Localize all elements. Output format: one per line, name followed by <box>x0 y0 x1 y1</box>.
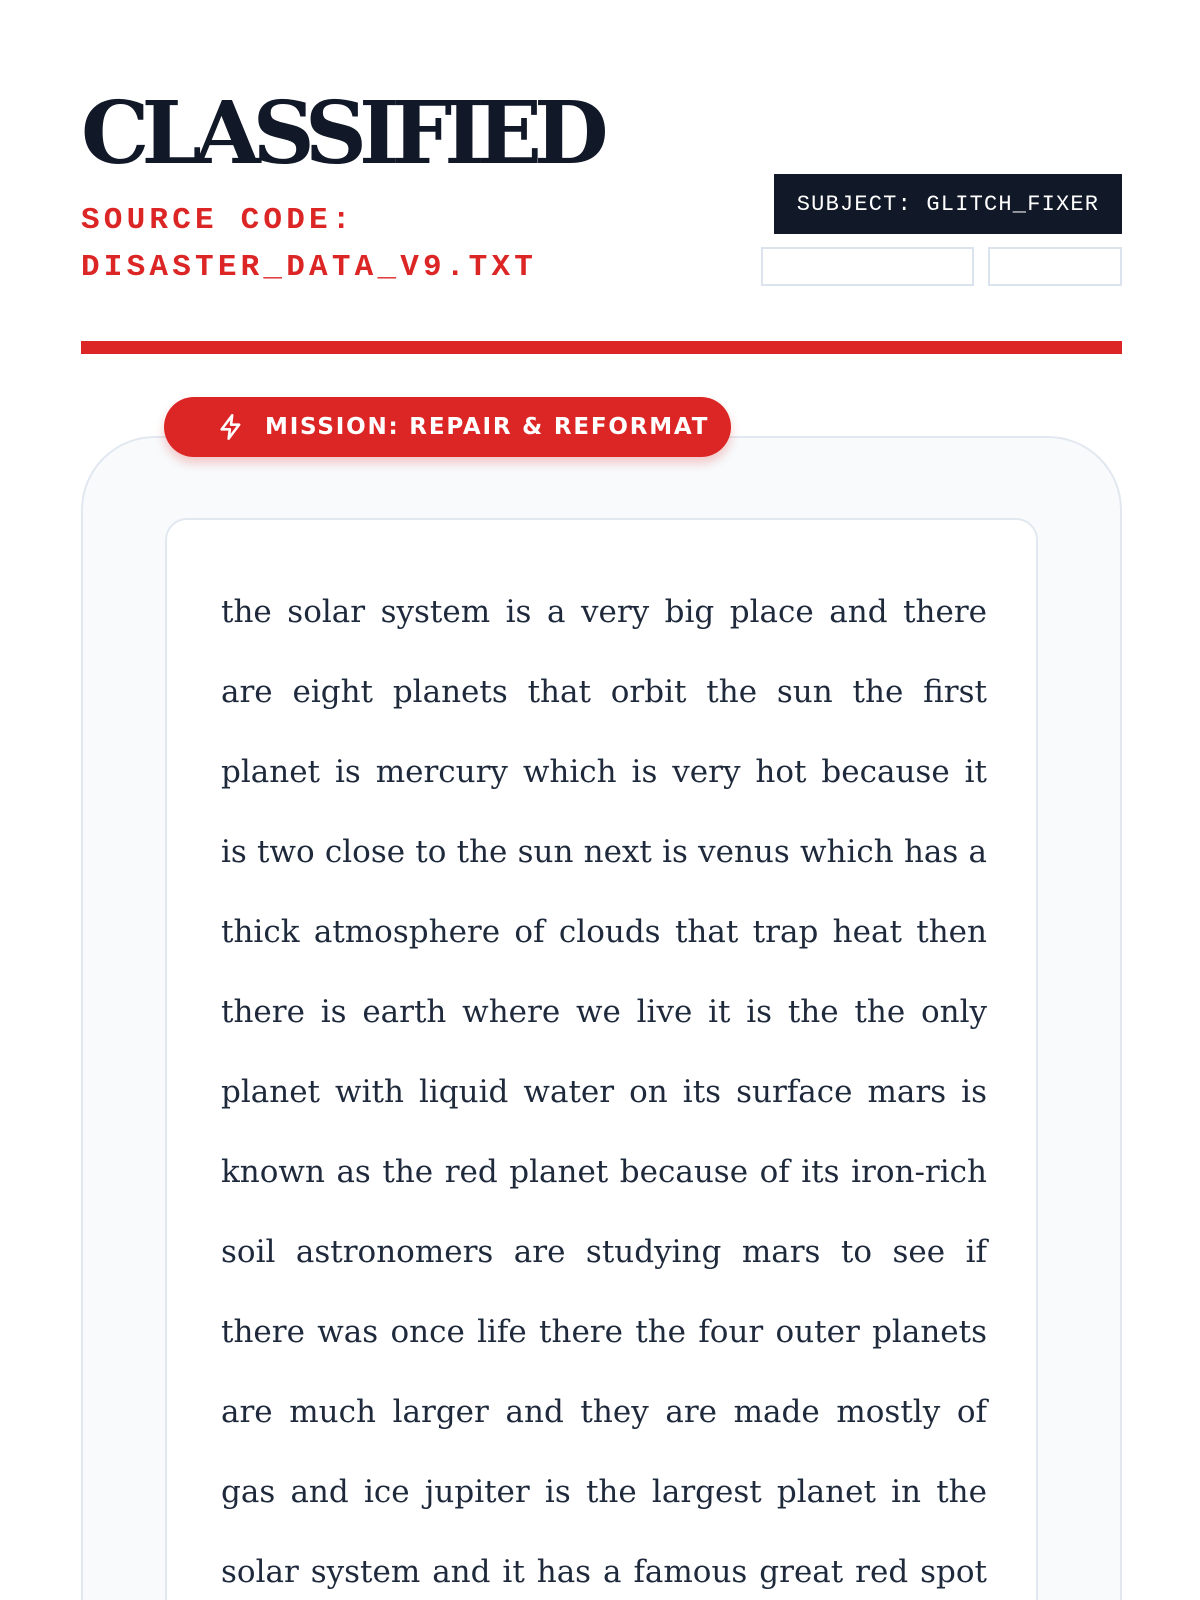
classified-header <box>81 84 1122 294</box>
document-card <box>165 518 1038 1600</box>
document-line: planet with liquid water on its surface mars is <box>221 1074 987 1110</box>
document-line: known as the red planet because of its iron-rich <box>221 1154 987 1190</box>
subject-badge: SUBJECT: GLITCH_FIXER <box>774 174 1122 234</box>
document-line: there was once life there the four outer planets <box>221 1314 987 1350</box>
document-line: are eight planets that orbit the sun the first <box>221 674 987 710</box>
document-text <box>221 572 987 1600</box>
page-title: CLASSIFIED <box>81 83 601 184</box>
document-line: are much larger and they are made mostly of <box>221 1394 987 1430</box>
document-line: soil astronomers are studying mars to see if <box>221 1234 987 1270</box>
document-line: planet is mercury which is very hot because it <box>221 754 987 790</box>
document-line: the solar system is a very big place and there <box>221 594 987 630</box>
source-code-label: SOURCE CODE: DISASTER_DATA_V9.TXT <box>81 203 538 285</box>
document-line: is two close to the sun next is venus which has a <box>221 834 987 870</box>
blank-field-right <box>988 247 1122 286</box>
red-divider <box>81 341 1122 354</box>
blank-field-left <box>761 247 974 286</box>
mission-label: MISSION: REPAIR & REFORMAT <box>265 414 710 440</box>
document-line: solar system and it has a famous great red spot <box>221 1554 987 1590</box>
document-line: there is earth where we live it is the the only <box>221 994 987 1030</box>
lightning-bolt-icon <box>217 413 245 441</box>
document-line: thick atmosphere of clouds that trap heat then <box>221 914 987 950</box>
mission-badge <box>164 397 731 457</box>
document-line: gas and ice jupiter is the largest planet in the <box>221 1474 987 1510</box>
